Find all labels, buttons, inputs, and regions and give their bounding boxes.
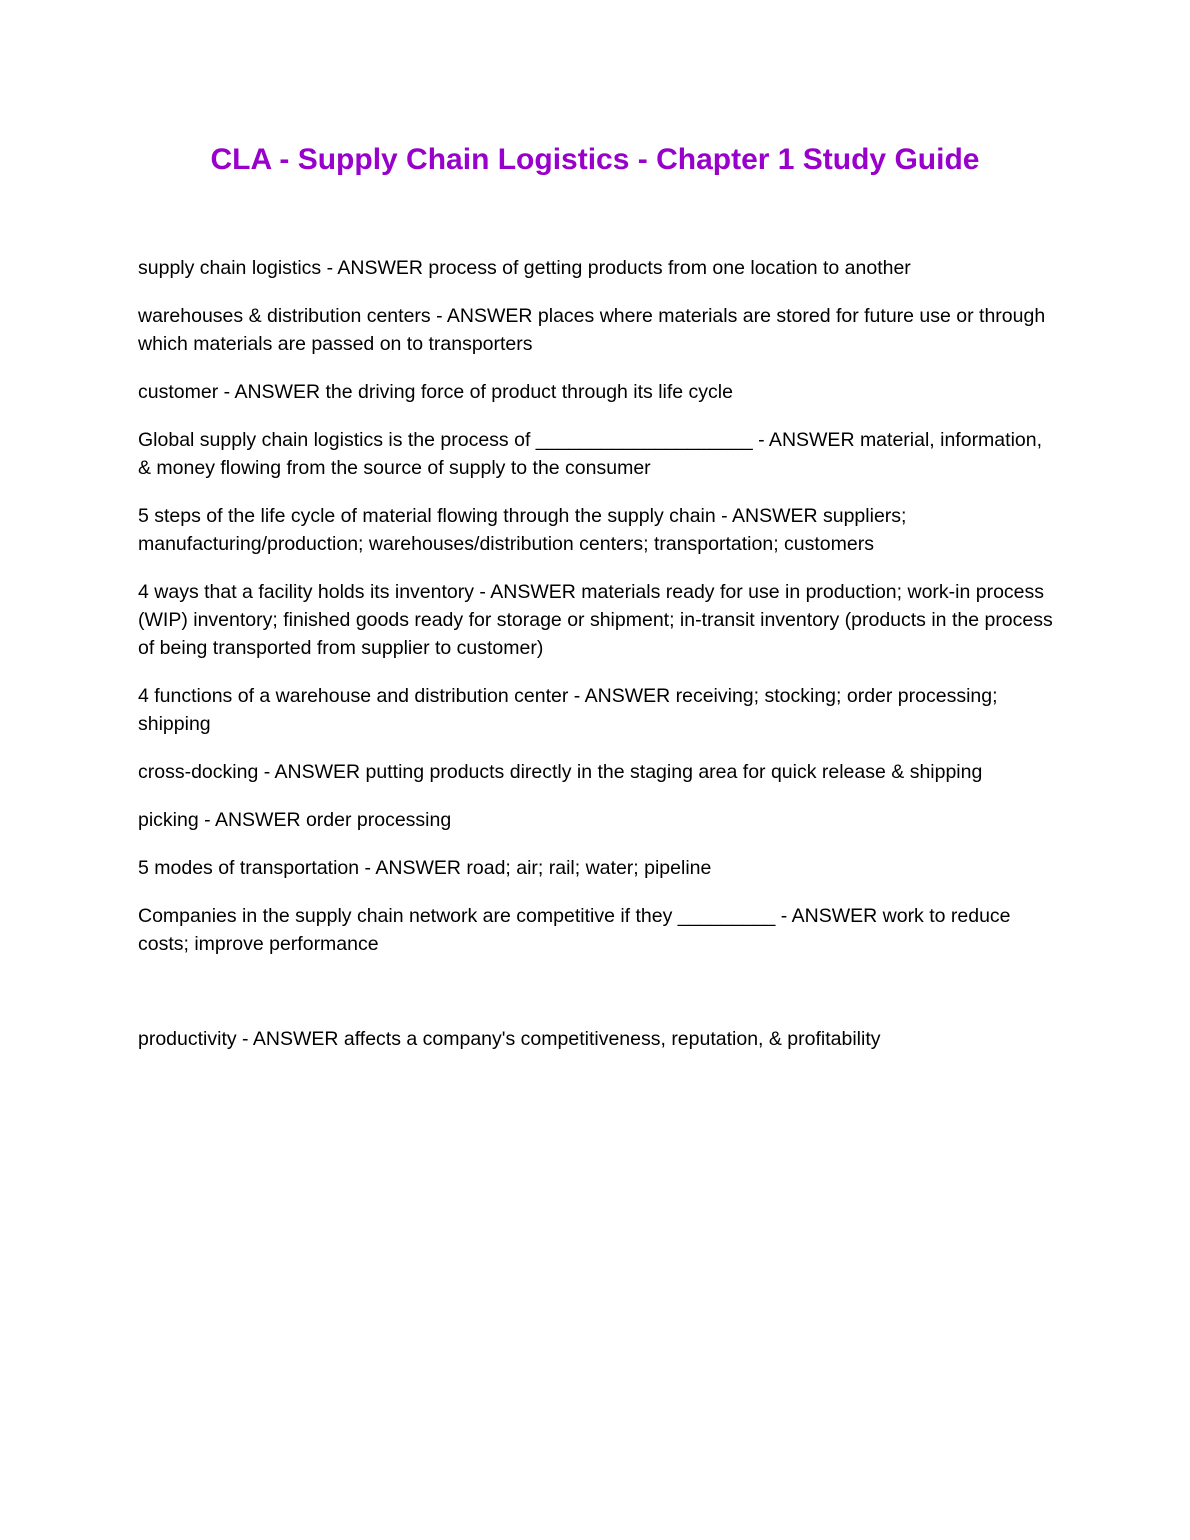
list-item: Companies in the supply chain network are competitive if they _________ - ANSWER work to reduce costs; improve performance [138,905,1011,955]
study-guide-list [138,254,1058,1073]
list-item: customer - ANSWER the driving force of product through its life cycle [138,381,733,403]
document-title: CLA - Supply Chain Logistics - Chapter 1 Study Guide [210,143,980,176]
list-item: picking - ANSWER order processing [138,809,452,831]
list-item: 4 ways that a facility holds its inventory - ANSWER materials ready for use in production; work-in process (WIP) inventory; finished goods ready for storage or shipment; in-transit inventory (products in the process of being transported from supplier to customer) [138,581,1053,659]
list-item: supply chain logistics - ANSWER process of getting products from one location to another [138,257,911,279]
list-item: warehouses & distribution centers - ANSWER places where materials are stored for future use or through which materials are passed on to transporters [138,305,1046,355]
list-item: 5 modes of transportation - ANSWER road; air; rail; water; pipeline [138,857,712,879]
list-item: 5 steps of the life cycle of material flowing through the supply chain - ANSWER suppliers; manufacturing/production; warehouses/distribution centers; transportation; customers [138,505,907,555]
list-item: cross-docking - ANSWER putting products directly in the staging area for quick release & shipping [138,761,983,783]
list-item: 4 functions of a warehouse and distribution center - ANSWER receiving; stocking; order processing; shipping [138,685,998,735]
list-item: productivity - ANSWER affects a company's competitiveness, reputation, & profitability [138,1028,881,1050]
list-item: Global supply chain logistics is the process of ____________________ - ANSWER material, information, & money flowing from the source of supply to the consumer [138,429,1043,479]
